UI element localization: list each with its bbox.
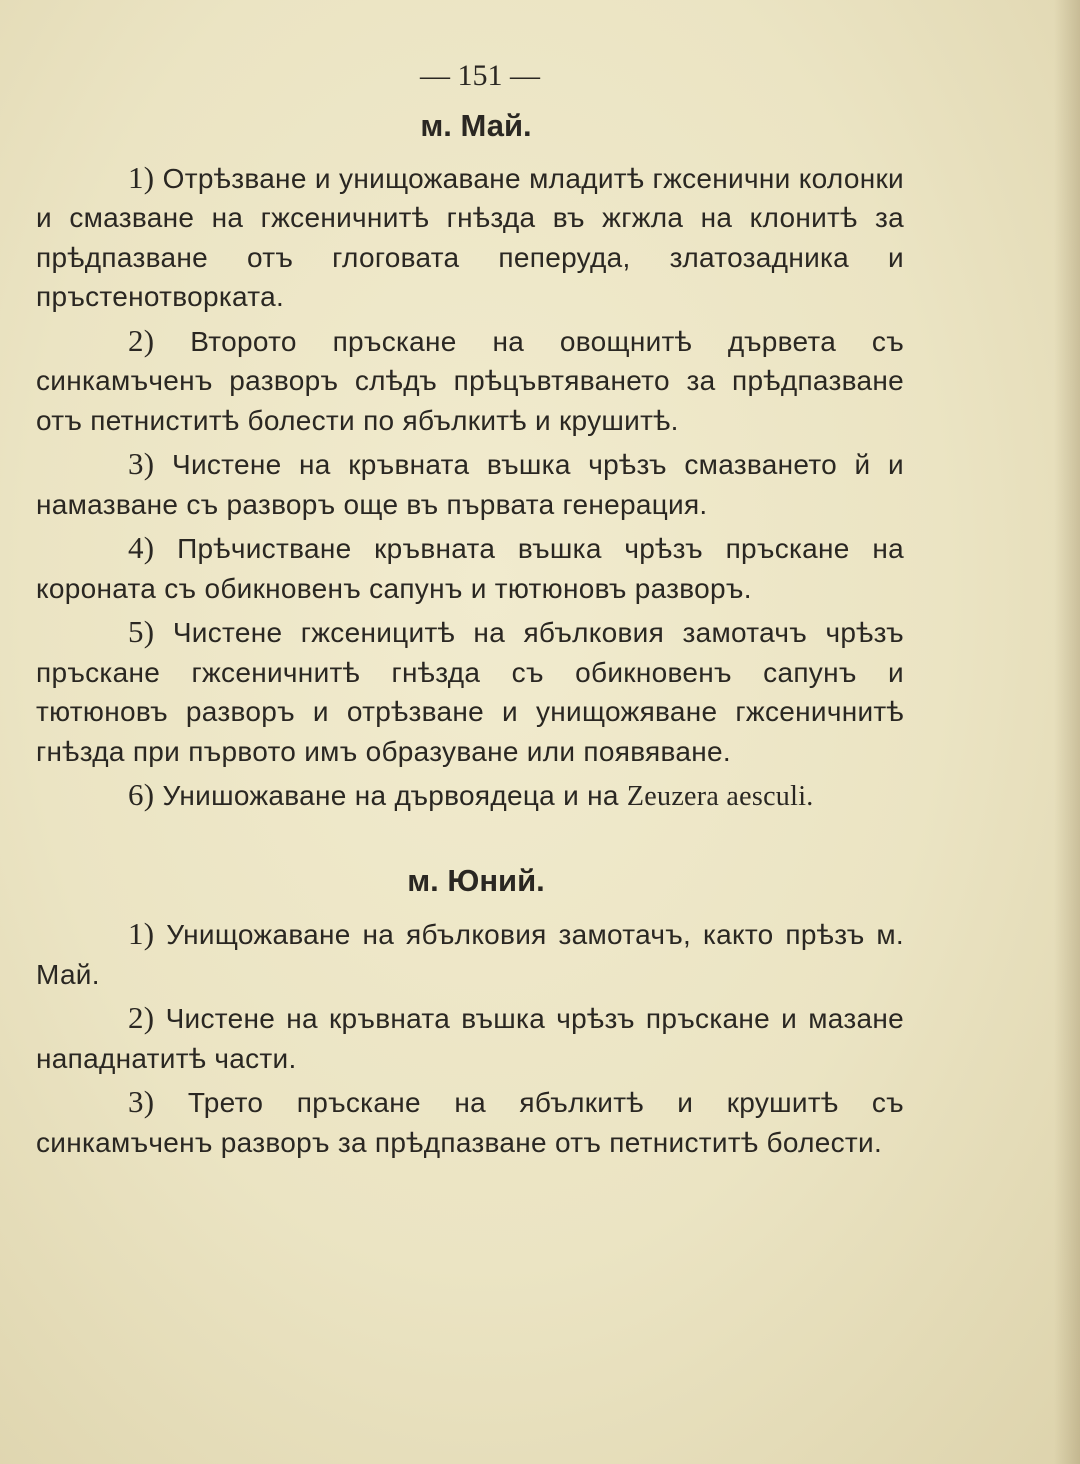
item-text: Второто пръскане на овощнитѣ дървета съ синкамъченъ разворъ слѣдъ прѣцъвтяването за прѣдпазване отъ петниститѣ болести по ябълкитѣ и крушитѣ. xyxy=(36,325,904,436)
paragraph-may-1 xyxy=(36,158,904,317)
item-text: Отрѣзване и унищожаване младитѣ гжсенични колонки и смазване на гжсеничнитѣ гнѣзда въ жгжла на клонитѣ за прѣдпазване отъ глоговата пеперуда, златозадника и пръстенотворката. xyxy=(36,162,904,312)
item-number: 4) xyxy=(128,530,155,565)
item-number: 2) xyxy=(128,1000,155,1035)
page-number: — 151 — xyxy=(420,59,540,92)
item-text: Чистене на кръвната въшка чрѣзъ смазването й и намазване съ разворъ още въ първата генерация. xyxy=(36,449,904,520)
paragraph-may-2 xyxy=(36,321,904,441)
section-title-june: м. Юний. xyxy=(407,862,545,898)
item-text: Чистене гжсеницитѣ на ябълковия замотачъ чрѣзъ пръскане гжсеничнитѣ гнѣзда съ обикновенъ сапунъ и тютюновъ разворъ и отрѣзване и унищожяване гжсеничнитѣ гнѣзда при първото имъ образуване или появяване. xyxy=(36,617,904,767)
latin-species-name: Zeuzera aesculi. xyxy=(626,781,814,812)
item-number: 6) xyxy=(128,777,155,812)
paragraph-may-3 xyxy=(36,444,904,524)
item-text: Унишожаване на дървоядеца и на xyxy=(162,780,619,811)
paragraph-june-2 xyxy=(36,998,904,1078)
item-number: 2) xyxy=(128,322,155,358)
item-number: 3) xyxy=(128,446,155,481)
item-number: 5) xyxy=(128,614,155,649)
item-text: Трето пръскане на ябълкитѣ и крушитѣ съ синкамъченъ разворъ за прѣдпазване отъ петниститѣ болести. xyxy=(36,1087,904,1158)
item-text: Унищожаване на ябълковия замотачъ, както прѣзъ м. Май. xyxy=(36,919,904,990)
section-title-may: м. Май. xyxy=(420,108,532,143)
item-text: Чистене на кръвната въшка чрѣзъ пръскане и мазане нападнатитѣ части. xyxy=(36,1003,904,1074)
page-text xyxy=(36,56,904,1166)
item-text: Прѣчистване кръвната въшка чрѣзъ пръскане на короната съ обикновенъ сапунъ и тютюновъ разворъ. xyxy=(36,533,904,604)
item-number: 3) xyxy=(128,1084,155,1119)
item-number: 1) xyxy=(128,159,155,195)
paragraph-may-4 xyxy=(36,528,904,608)
page-edge-shadow xyxy=(1054,0,1080,1464)
paragraph-june-3 xyxy=(36,1082,904,1162)
paragraph-may-6 xyxy=(36,775,904,817)
item-number: 1) xyxy=(128,916,155,951)
paragraph-june-1 xyxy=(36,914,904,994)
paragraph-may-5 xyxy=(36,612,904,771)
